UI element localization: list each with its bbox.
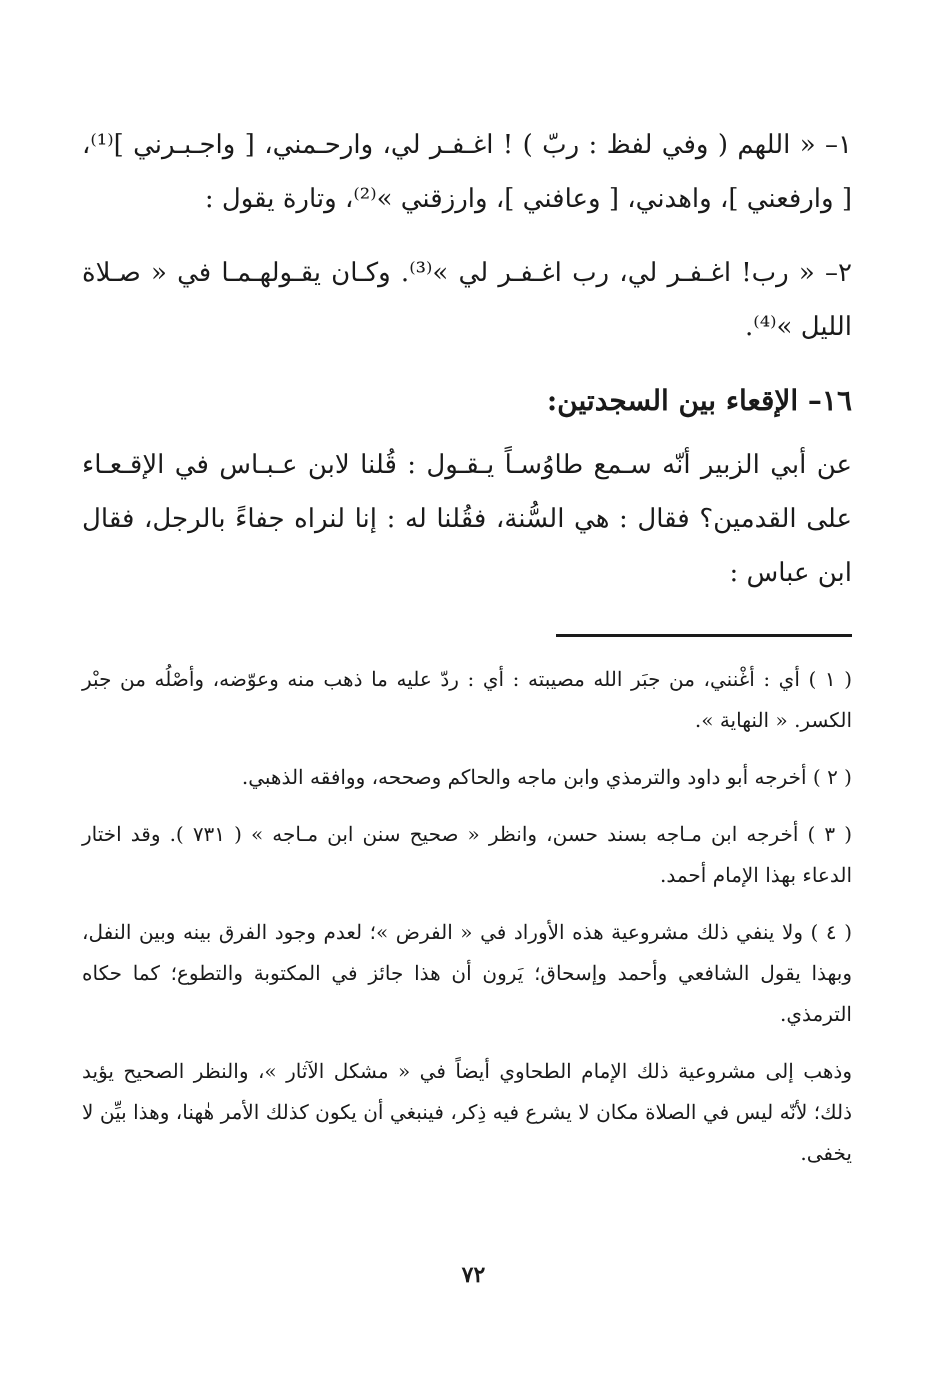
page-number: ٧٢ (461, 1262, 486, 1288)
footnote-divider (556, 634, 852, 637)
footnote-4: ( ٤ ) ولا ينفي ذلك مشروعية هذه الأوراد في « الفرض »؛ لعدم وجود الفرق بينه وبين النفل، وبهذا يقول الشافعي وأحمد وإسحاق؛ يَرون أن هذا جائز في المكتوبة والتطوع؛ كما حكاه الترمذي. (82, 920, 852, 1026)
footnote-1: ( ١ ) أي : أغْنني، من جبَر الله مصيبته : أي : ردّ عليه ما ذهب منه وعوّضه، وأصْلُه من جبْر الكسر. « النهاية ». (82, 667, 852, 732)
footnote-3: ( ٣ ) أخرجه ابن مـاجه بسند حسن، وانظر « صحيح سنن ابن مـاجه » ( ٧٣١ ). وقد اختار الدعاء بهذا الإمام أحمد. (82, 822, 853, 887)
dua-item-2: ٢– « رب! اغـفـر لي، رب اغـفـر لي »⁽³⁾. وكـان يقـولهـمـا في « صـلاة الليل »⁽⁴⁾. (82, 258, 852, 342)
dua-item-1: ١– « اللهم ( وفي لفظ : ربّ ) ! اغـفـر لي، وارحـمني، [ واجـبـرني ]⁽¹⁾، [ وارفعني ]، واهدني، [ وعافني ]، وارزقني »⁽²⁾، وتارة يقول : (82, 130, 852, 214)
footnote-4-continued: وذهب إلى مشروعية ذلك الإمام الطحاوي أيضاً في « مشكل الآثار »، والنظر الصحيح يؤيد ذلك؛ لأنّه ليس في الصلاة مكان لا يشرع فيه ذِكر، فينبغي أن يكون كذلك الأمر هٰهنا، وهذا بيِّن لا يخفى. (82, 1059, 852, 1165)
section-heading: ١٦– الإقعاء بين السجدتين: (546, 384, 852, 417)
book-page (82, 118, 852, 1190)
footnote-2: ( ٢ ) أخرجه أبو داود والترمذي وابن ماجه والحاكم وصححه، ووافقه الذهبي. (241, 765, 852, 789)
body-paragraph: عن أبي الزبير أنّه سـمع طاوُسـاً يـقـول : قُلنا لابن عـبـاس في الإقـعـاء على القدمين؟ فقال : هي السُّنة، فقُلنا له : إنا لنراه جفاءً بالرجل، فقال ابن عباس : (82, 450, 852, 588)
footnotes (82, 659, 852, 1174)
main-text (82, 118, 852, 600)
